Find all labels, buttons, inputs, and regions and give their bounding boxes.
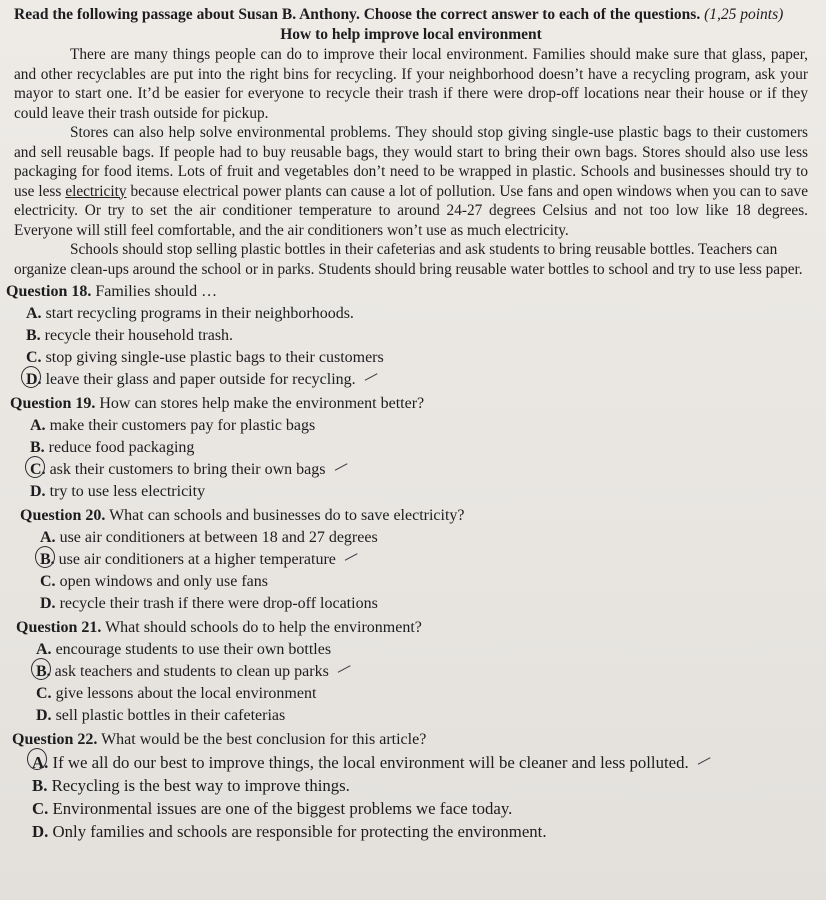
answer-option[interactable] [12, 797, 808, 820]
instructions [14, 4, 808, 25]
option-letter: C. [40, 573, 56, 590]
option-text: encourage students to use their own bottles [55, 641, 332, 658]
option-letter: C. [30, 459, 46, 481]
question-text: What should schools do to help the environment? [105, 619, 422, 636]
question-19 [10, 393, 808, 503]
option-text: sell plastic bottles in their cafeterias [55, 707, 286, 724]
option-letter: C. [26, 349, 42, 366]
option-letter: A. [36, 641, 52, 658]
option-text: ask their customers to bring their own bags [49, 461, 326, 478]
option-text: use air conditioners at between 18 and 27 degrees [59, 529, 378, 546]
instructions-text: Read the following passage about Susan B. Anthony. Choose the correct answer to each of the questions. [14, 6, 701, 23]
option-letter: B. [32, 776, 48, 795]
answer-option[interactable] [10, 459, 808, 481]
underlined-word: electricity [65, 182, 127, 200]
option-letter: D. [40, 595, 56, 612]
answer-option[interactable] [6, 303, 808, 325]
answer-option[interactable] [16, 705, 808, 727]
answer-option[interactable] [20, 527, 808, 549]
answer-option[interactable] [12, 820, 808, 843]
pen-check-mark [338, 665, 355, 680]
question-text: Families should … [95, 283, 218, 300]
answer-option[interactable] [20, 571, 808, 593]
option-letter: A. [30, 417, 46, 434]
answer-option[interactable] [12, 751, 808, 774]
pen-check-mark [364, 373, 381, 388]
p2-text-after: because electrical power plants can cause a lot of pollution. Use fans and open windows when you can to save electricity. Or try to set the air conditioner temperature to around 24-27 degrees Celsius and not too low like 18 degrees. Everyone will still feel comfortable, and the air conditioners won’t use as much electricity. [14, 182, 808, 239]
option-text: open windows and only use fans [59, 573, 268, 590]
option-letter: A. [32, 753, 49, 772]
option-text: give lessons about the local environment [55, 685, 317, 702]
option-text: start recycling programs in their neighborhoods. [45, 305, 354, 322]
option-letter: C. [36, 685, 52, 702]
answer-option[interactable] [10, 415, 808, 437]
option-letter: B. [36, 661, 51, 683]
option-letter: A. [40, 529, 56, 546]
question-label: Question 20. [20, 507, 106, 524]
option-text: leave their glass and paper outside for recycling. [45, 371, 356, 388]
option-letter: D. [36, 707, 52, 724]
answer-option[interactable] [6, 369, 808, 391]
option-letter: D. [30, 483, 46, 500]
question-text: What can schools and businesses do to save electricity? [109, 507, 465, 524]
question-22 [12, 729, 808, 843]
option-letter: C. [32, 799, 49, 818]
option-letter: B. [40, 549, 55, 571]
option-text: Environmental issues are one of the biggest problems we face today. [52, 799, 513, 818]
answer-option[interactable] [20, 593, 808, 615]
option-text: recycle their household trash. [44, 327, 234, 344]
answer-option[interactable] [6, 325, 808, 347]
question-21 [16, 617, 808, 727]
pen-check-mark [697, 757, 714, 772]
question-text: What would be the best conclusion for this article? [101, 731, 427, 748]
answer-option[interactable] [16, 661, 808, 683]
option-letter: D. [32, 822, 49, 841]
p2-text-before: Stores can also help solve environmental problems. They should stop giving single-use plastic bags to their customers and sell reusable bags. If people had to buy reusable bags, they would start to bring their own bags. Stores should also use less packaging for food items. Lots of fruit and vegetables don’t need to be wrapped in plastic. Schools and businesses should try to use less [14, 124, 808, 200]
passage-title: How to help improve local environment [280, 26, 542, 43]
option-text: ask teachers and students to clean up parks [54, 663, 329, 680]
answer-option[interactable] [16, 639, 808, 661]
pen-check-mark [345, 553, 362, 568]
option-letter: B. [26, 327, 41, 344]
answer-option[interactable] [10, 437, 808, 459]
pen-check-mark [334, 463, 351, 478]
question-stem [10, 393, 808, 415]
question-label: Question 21. [16, 619, 102, 636]
question-20 [20, 505, 808, 615]
option-text: stop giving single-use plastic bags to their customers [45, 349, 384, 366]
question-label: Question 18. [6, 283, 92, 300]
passage-paragraph-3: Schools should stop selling plastic bottles in their cafeterias and ask students to bring reusable bottles. Teachers can organize clean-ups around the school or in parks. Students should bring reusable water bottles to school and try to use less paper. [14, 241, 803, 278]
passage [14, 45, 808, 279]
question-stem [12, 729, 808, 751]
question-stem [6, 281, 808, 303]
question-label: Question 19. [10, 395, 96, 412]
questions-list [6, 281, 808, 843]
passage-paragraph-1: There are many things people can do to improve their local environment. Families should make sure that glass, paper, and other recyclables are put into the right bins for recycling. If your neighborhood doesn’t have a recycling program, ask your mayor to start one. It’d be easier for everyone to recycle their trash if there were drop-off locations near their house or if they could leave their trash outside for pickup. [14, 46, 808, 122]
option-letter: A. [26, 305, 42, 322]
option-text: try to use less electricity [49, 483, 206, 500]
question-stem [16, 617, 808, 639]
question-label: Question 22. [12, 731, 98, 748]
option-text: make their customers pay for plastic bags [49, 417, 316, 434]
option-text: Recycling is the best way to improve things. [51, 776, 350, 795]
answer-option[interactable] [6, 347, 808, 369]
passage-paragraph-2 [14, 123, 808, 240]
answer-option[interactable] [12, 774, 808, 797]
answer-option[interactable] [20, 549, 808, 571]
option-text: recycle their trash if there were drop-off locations [59, 595, 378, 612]
answer-option[interactable] [10, 481, 808, 503]
option-text: If we all do our best to improve things, the local environment will be cleaner and less polluted. [52, 753, 689, 772]
question-18 [6, 281, 808, 391]
question-text: How can stores help make the environment better? [99, 395, 425, 412]
option-text: Only families and schools are responsible for protecting the environment. [52, 822, 547, 841]
option-text: use air conditioners at a higher temperature [58, 551, 336, 568]
question-stem [20, 505, 808, 527]
option-letter: B. [30, 439, 45, 456]
option-letter: D. [26, 369, 42, 391]
answer-option[interactable] [16, 683, 808, 705]
points-label: (1,25 points) [704, 6, 784, 23]
option-text: reduce food packaging [48, 439, 195, 456]
